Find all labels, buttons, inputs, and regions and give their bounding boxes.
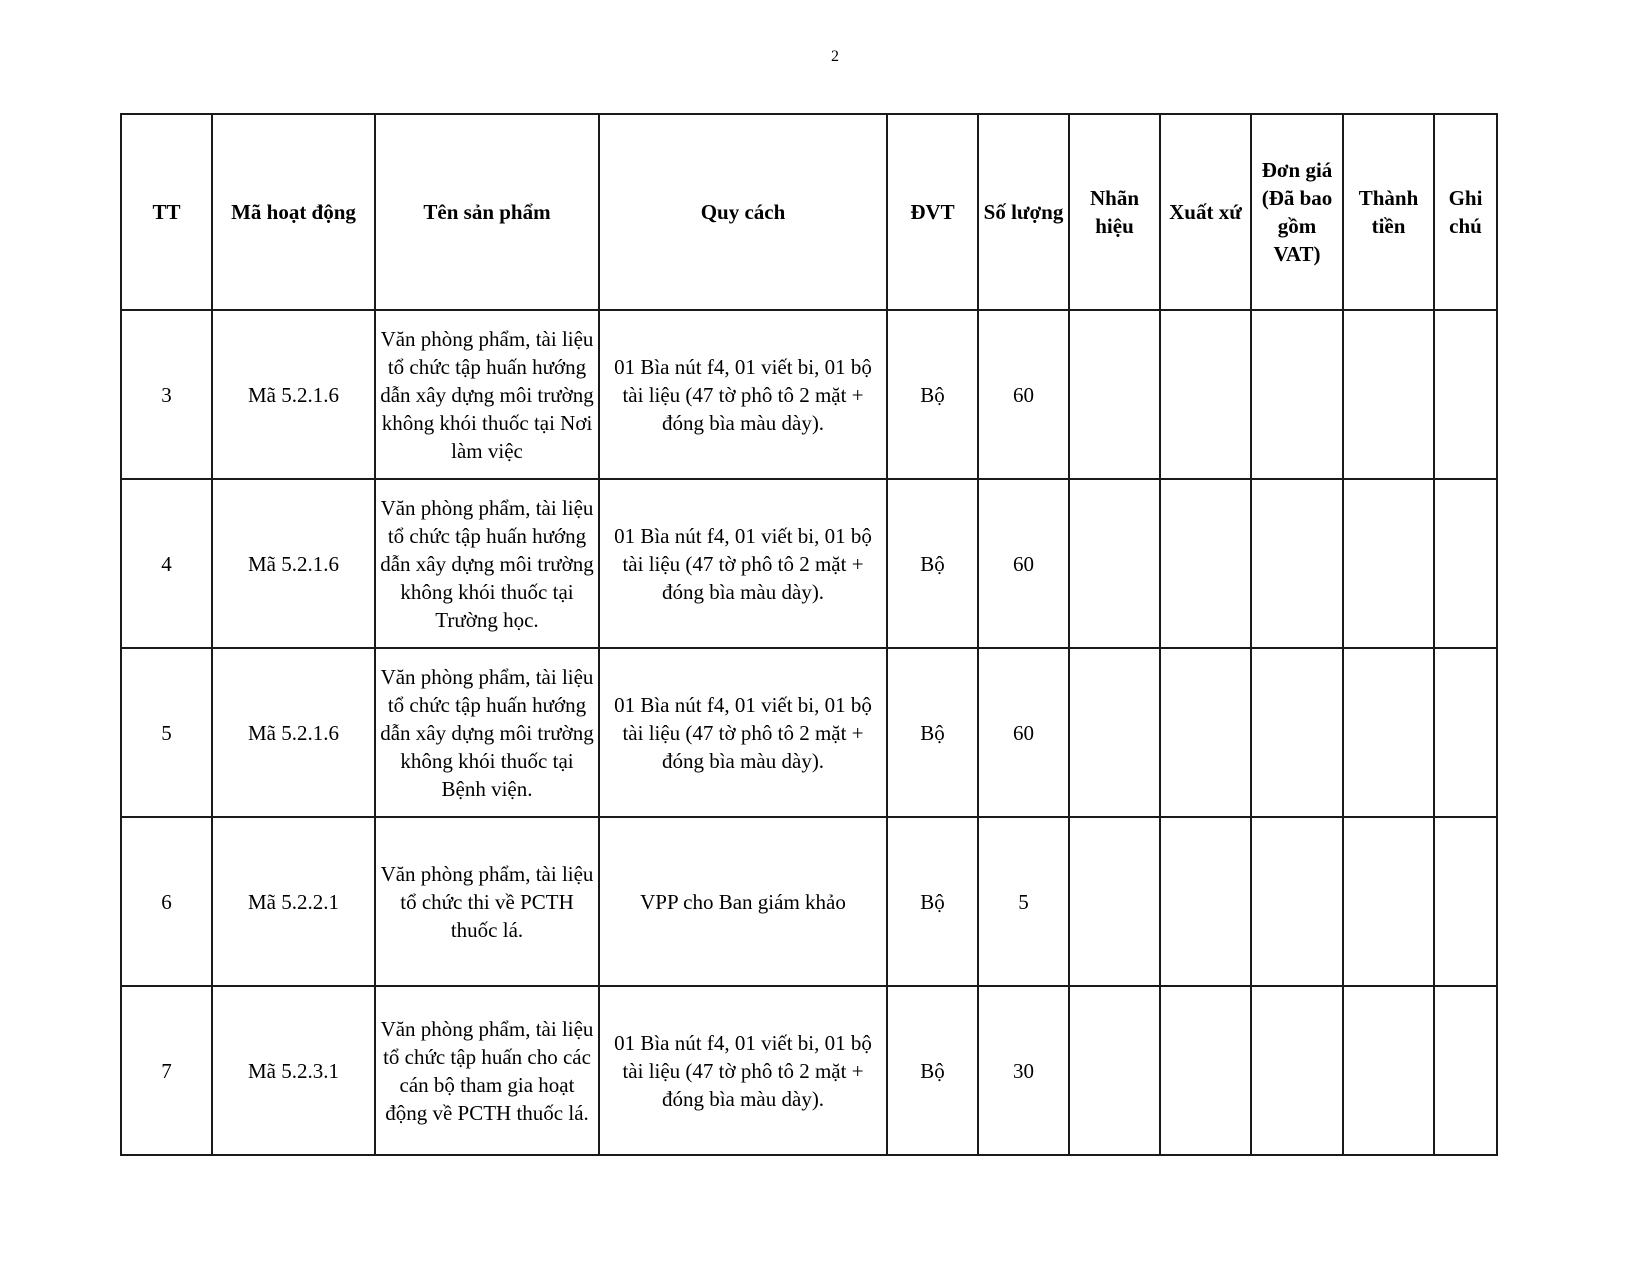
cell-specification: 01 Bìa nút f4, 01 viết bi, 01 bộ tài liệu (47 tờ phô tô 2 mặt + đóng bìa màu dày). [599,648,887,817]
cell-unit-price [1251,986,1343,1155]
cell-activity-code: Mã 5.2.1.6 [212,310,375,479]
page-number: 2 [831,48,839,65]
header-brand: Nhãn hiệu [1069,114,1160,310]
table-row [121,648,1497,817]
cell-unit-price [1251,310,1343,479]
cell-origin [1160,310,1251,479]
cell-total [1343,648,1434,817]
cell-product-name: Văn phòng phẩm, tài liệu tổ chức tập huấn hướng dẫn xây dựng môi trường không khói thuốc tại Nơi làm việc [375,310,599,479]
cell-unit: Bộ [887,310,978,479]
cell-activity-code: Mã 5.2.3.1 [212,986,375,1155]
cell-brand [1069,986,1160,1155]
header-origin: Xuất xứ [1160,114,1251,310]
cell-tt: 7 [121,986,212,1155]
cell-quantity: 30 [978,986,1069,1155]
cell-unit-price [1251,479,1343,648]
cell-product-name: Văn phòng phẩm, tài liệu tổ chức tập huấn hướng dẫn xây dựng môi trường không khói thuốc tại Trường học. [375,479,599,648]
cell-unit-price [1251,817,1343,986]
cell-activity-code: Mã 5.2.1.6 [212,479,375,648]
cell-unit: Bộ [887,817,978,986]
table-row [121,310,1497,479]
cell-tt: 3 [121,310,212,479]
cell-quantity: 60 [978,648,1069,817]
cell-note [1434,310,1497,479]
cell-total [1343,310,1434,479]
table-header-row [121,114,1497,310]
cell-note [1434,986,1497,1155]
header-unit-price: Đơn giá (Đã bao gồm VAT) [1251,114,1343,310]
cell-quantity: 60 [978,479,1069,648]
cell-quantity: 60 [978,310,1069,479]
header-product-name: Tên sản phẩm [375,114,599,310]
cell-tt: 4 [121,479,212,648]
cell-activity-code: Mã 5.2.2.1 [212,817,375,986]
cell-specification: 01 Bìa nút f4, 01 viết bi, 01 bộ tài liệu (47 tờ phô tô 2 mặt + đóng bìa màu dày). [599,310,887,479]
cell-unit-price [1251,648,1343,817]
cell-product-name: Văn phòng phẩm, tài liệu tổ chức tập huấn hướng dẫn xây dựng môi trường không khói thuốc tại Bệnh viện. [375,648,599,817]
procurement-table [120,113,1498,1156]
header-total: Thành tiền [1343,114,1434,310]
cell-brand [1069,817,1160,986]
cell-note [1434,648,1497,817]
header-note: Ghi chú [1434,114,1497,310]
table-row [121,986,1497,1155]
header-tt: TT [121,114,212,310]
cell-total [1343,986,1434,1155]
cell-specification: VPP cho Ban giám khảo [599,817,887,986]
cell-product-name: Văn phòng phẩm, tài liệu tổ chức tập huấn cho các cán bộ tham gia hoạt động về PCTH thuốc lá. [375,986,599,1155]
cell-total [1343,817,1434,986]
cell-quantity: 5 [978,817,1069,986]
cell-specification: 01 Bìa nút f4, 01 viết bi, 01 bộ tài liệu (47 tờ phô tô 2 mặt + đóng bìa màu dày). [599,986,887,1155]
header-activity-code: Mã hoạt động [212,114,375,310]
cell-activity-code: Mã 5.2.1.6 [212,648,375,817]
cell-unit: Bộ [887,648,978,817]
header-specification: Quy cách [599,114,887,310]
cell-total [1343,479,1434,648]
cell-note [1434,479,1497,648]
header-quantity: Số lượng [978,114,1069,310]
cell-origin [1160,817,1251,986]
cell-product-name: Văn phòng phẩm, tài liệu tổ chức thi về PCTH thuốc lá. [375,817,599,986]
cell-origin [1160,479,1251,648]
cell-tt: 6 [121,817,212,986]
cell-specification: 01 Bìa nút f4, 01 viết bi, 01 bộ tài liệu (47 tờ phô tô 2 mặt + đóng bìa màu dày). [599,479,887,648]
cell-brand [1069,479,1160,648]
cell-brand [1069,310,1160,479]
cell-tt: 5 [121,648,212,817]
cell-note [1434,817,1497,986]
cell-origin [1160,986,1251,1155]
table-row [121,817,1497,986]
cell-origin [1160,648,1251,817]
table-row [121,479,1497,648]
cell-unit: Bộ [887,479,978,648]
header-unit: ĐVT [887,114,978,310]
cell-brand [1069,648,1160,817]
cell-unit: Bộ [887,986,978,1155]
